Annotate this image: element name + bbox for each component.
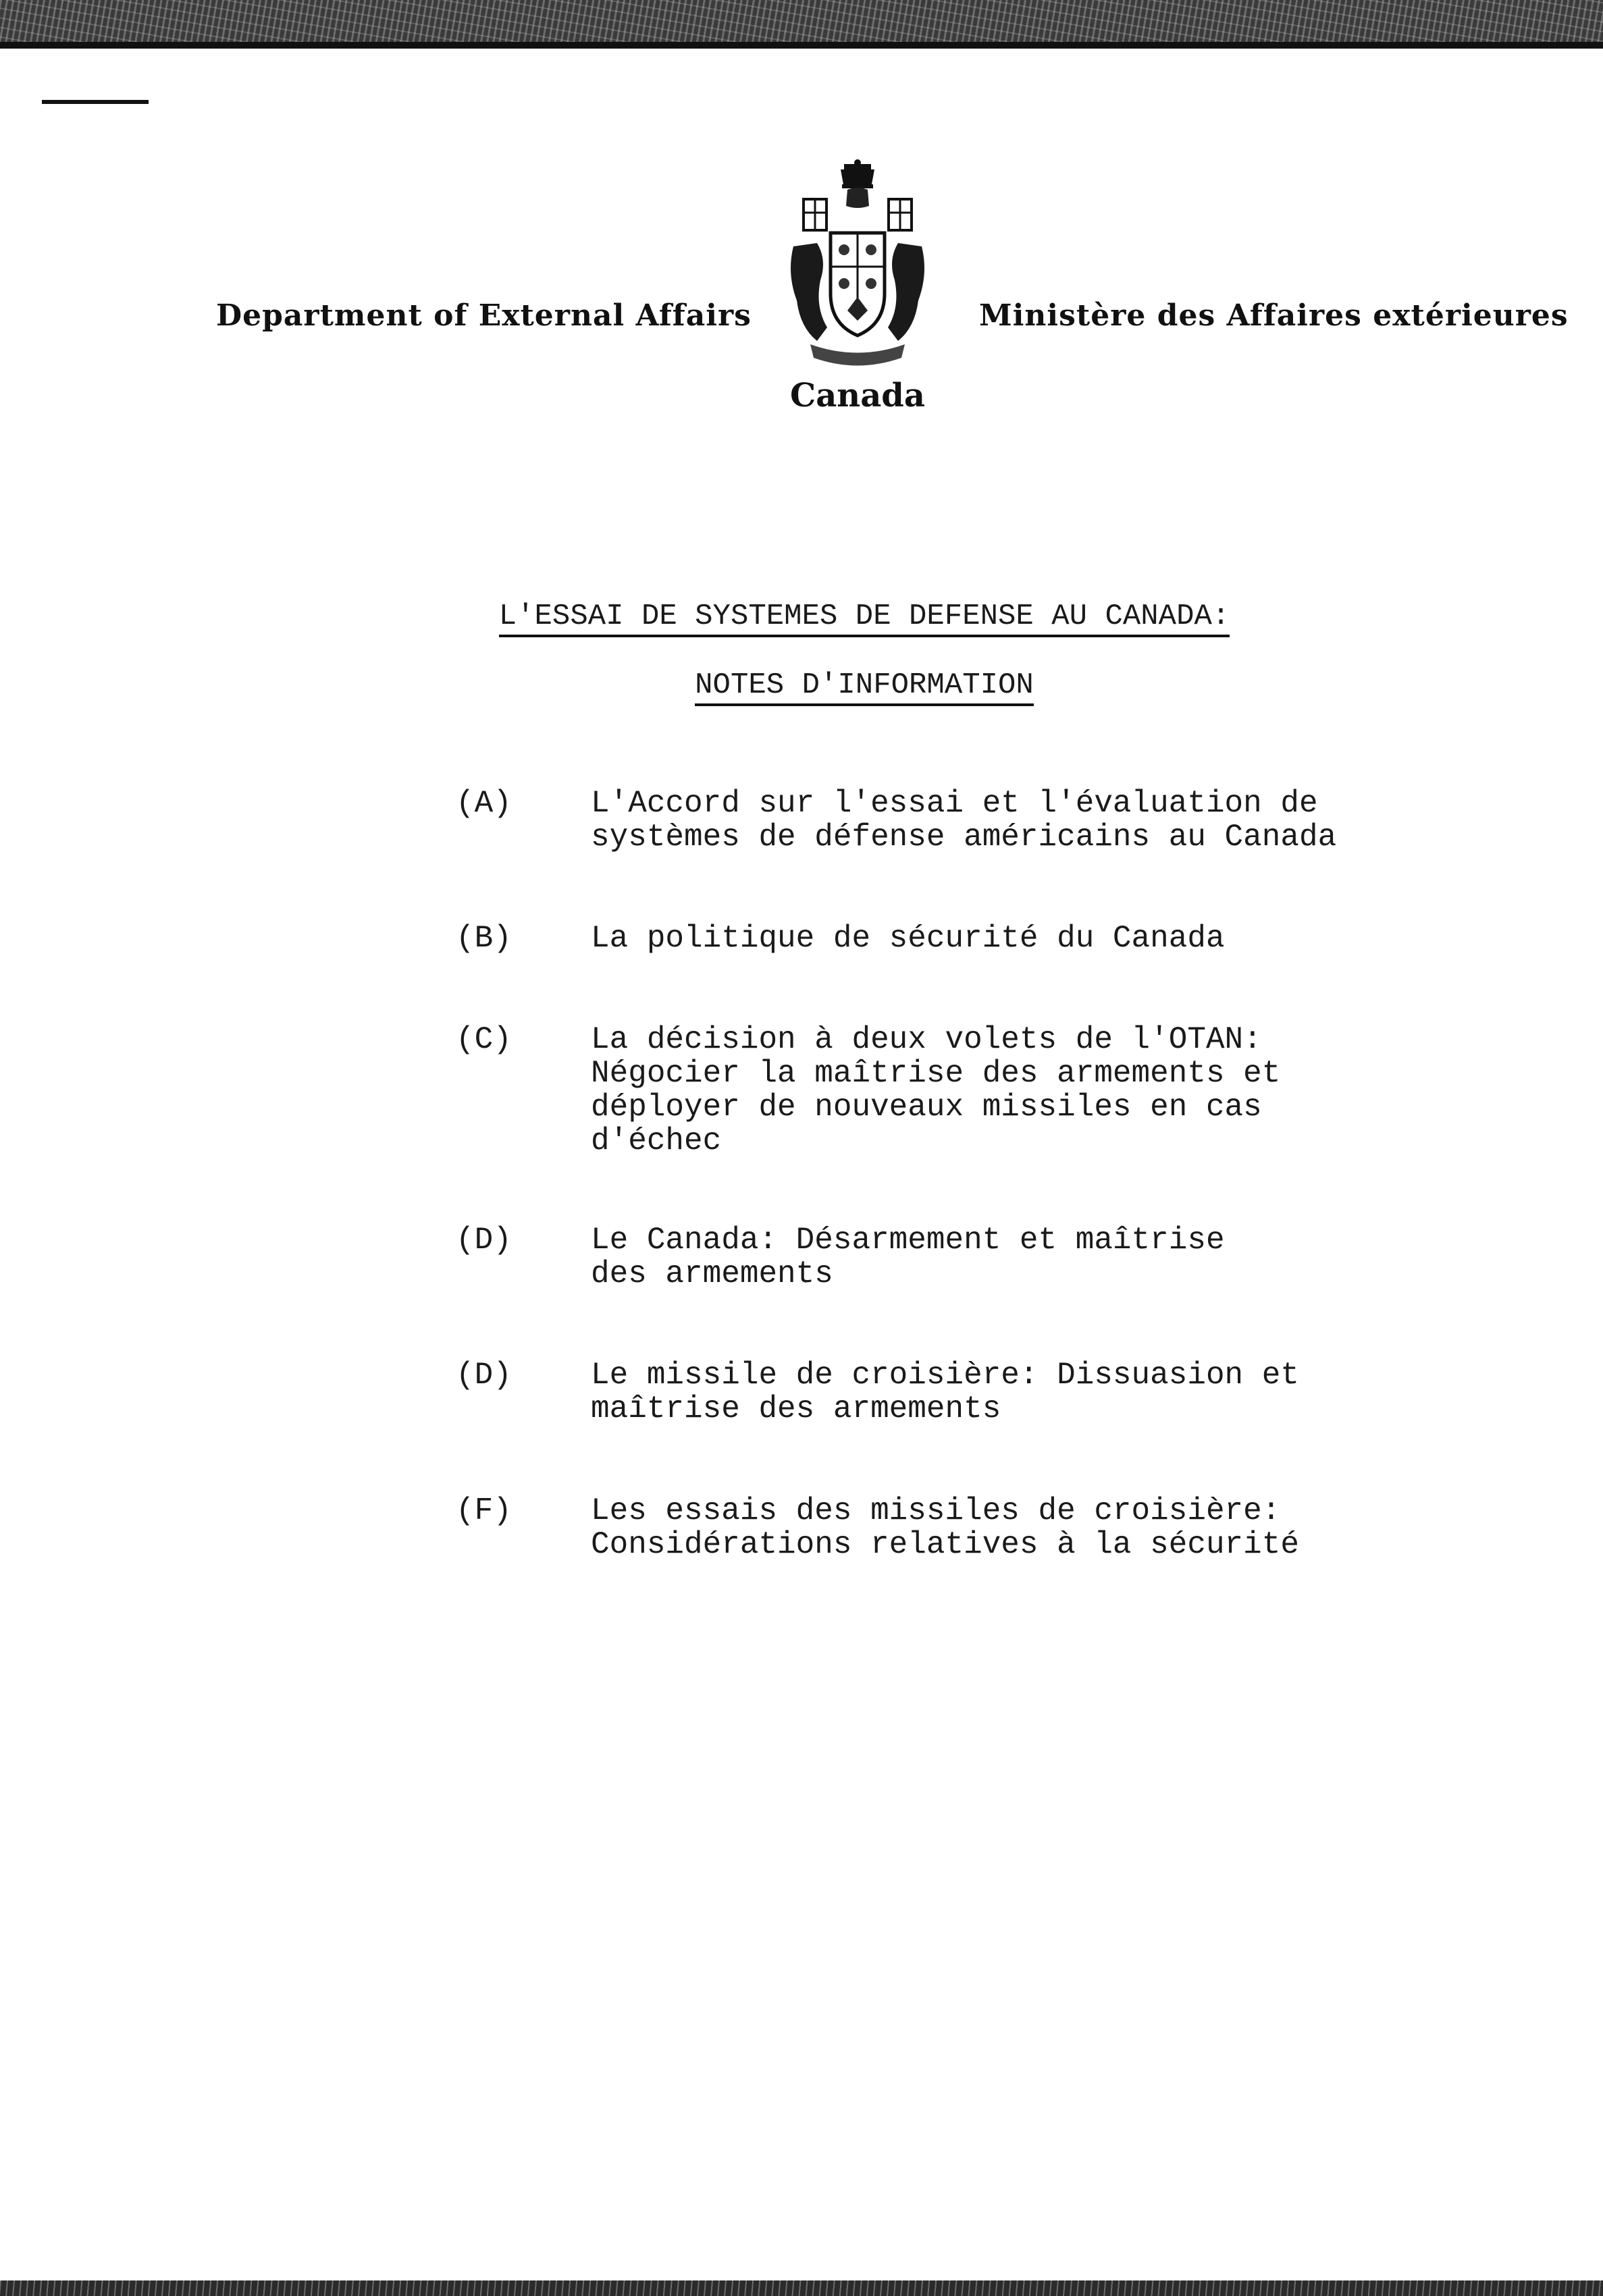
department-name-french: Ministère des Affaires extérieures <box>979 298 1569 333</box>
list-item-text: La décision à deux volets de l'OTAN: Négocier la maîtrise des armements et déployer de nouveaux missiles en cas d'échec <box>591 1022 1281 1158</box>
document-subtitle <box>581 668 1148 702</box>
country-name: Canada <box>790 377 925 415</box>
list-item-text: L'Accord sur l'essai et l'évaluation de systèmes de défense américains au Canada <box>591 786 1337 855</box>
list-item-letter: (D) <box>456 1358 512 1393</box>
list-item-text: Le Canada: Désarmement et maîtrise des armements <box>591 1223 1225 1291</box>
list-item-letter: (D) <box>456 1223 512 1258</box>
list-item-letter: (B) <box>456 921 512 956</box>
margin-mark <box>42 100 149 104</box>
coat-of-arms-icon <box>780 159 935 375</box>
department-name-english: Department of External Affairs <box>216 298 752 333</box>
document-title-text: L'ESSAI DE SYSTEMES DE DEFENSE AU CANADA: <box>499 599 1230 637</box>
list-item-letter: (F) <box>456 1493 512 1528</box>
list-item-letter: (C) <box>456 1022 512 1057</box>
list-item-text: La politique de sécurité du Canada <box>591 921 1225 956</box>
scan-bottom-border <box>0 2280 1603 2296</box>
list-item-text: Le missile de croisière: Dissuasion et maîtrise des armements <box>591 1358 1299 1426</box>
scan-top-edge <box>0 42 1603 49</box>
scan-top-border <box>0 0 1603 47</box>
document-title <box>449 599 1280 633</box>
list-item-letter: (A) <box>456 786 512 821</box>
list-item-text: Les essais des missiles de croisière: Considérations relatives à la sécurité <box>591 1493 1299 1562</box>
document-subtitle-text: NOTES D'INFORMATION <box>695 668 1034 706</box>
